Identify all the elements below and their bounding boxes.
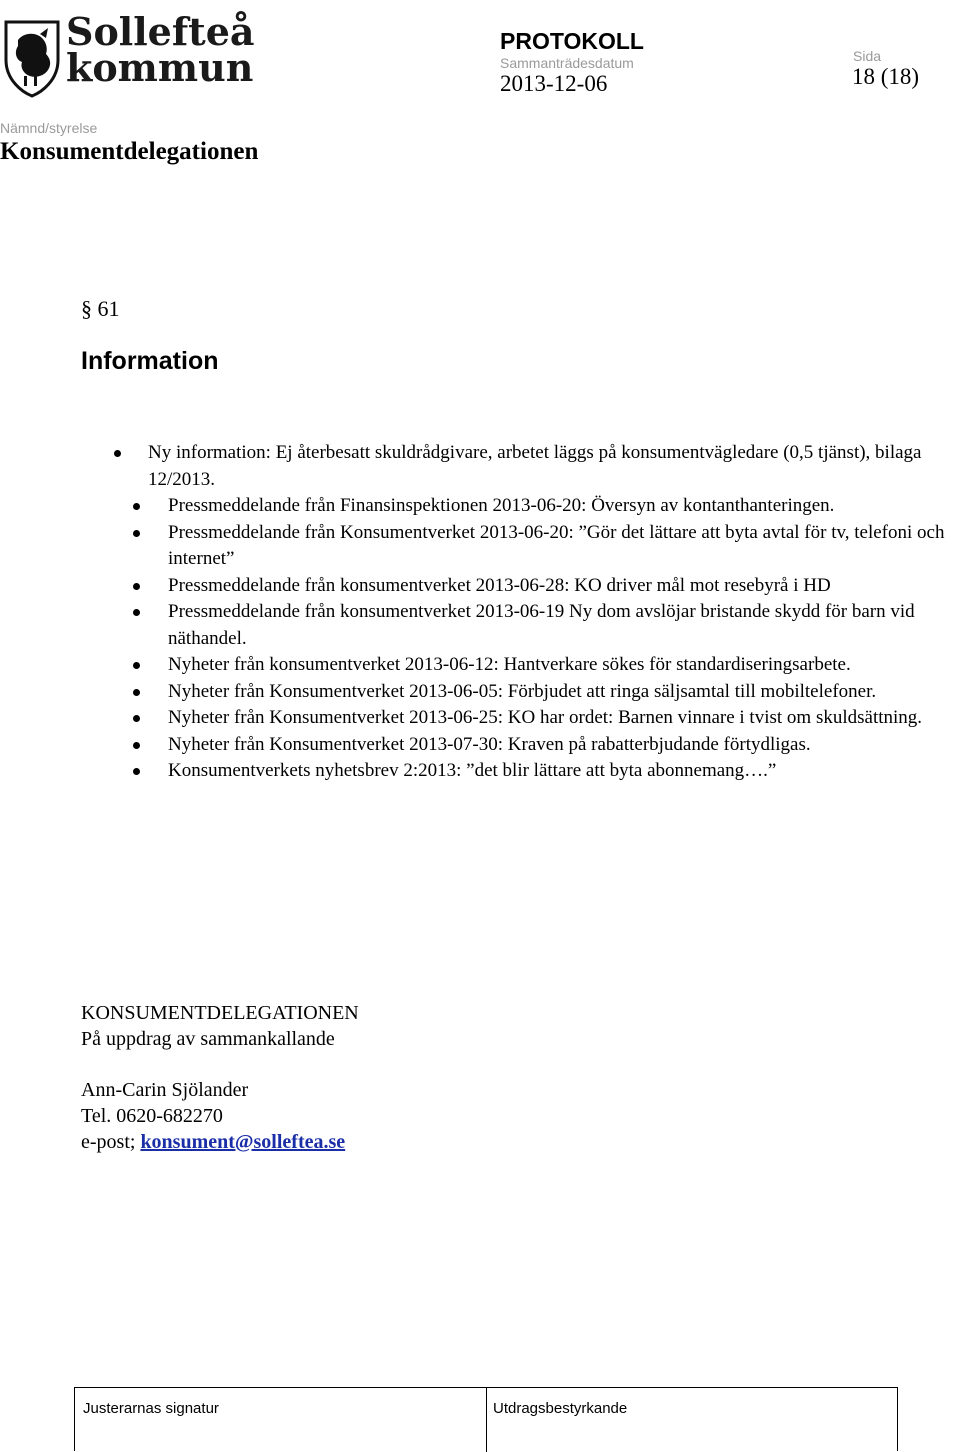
list-item-text: Pressmeddelande från Finansinspektionen 2013-06-20: Översyn av kontanthanteringen. bbox=[168, 495, 835, 516]
email-link[interactable]: konsument@solleftea.se bbox=[140, 1131, 346, 1153]
list-item-text: Pressmeddelande från Konsumentverket 2013-06-20: ”Gör det lättare att byta avtal för tv, telefoni och internet” bbox=[168, 521, 945, 569]
list-item-text: Ny information: Ej återbesatt skuldrådgivare, arbetet läggs på konsumentvägledare (0,5 tjänst), bilaga 12/2013. bbox=[148, 442, 922, 490]
page-label: Sida bbox=[853, 48, 882, 64]
list-item-text: Pressmeddelande från konsumentverket 2013-06-19 Ny dom avslöjar bristande skydd för barn vid näthandel. bbox=[168, 601, 915, 649]
bullet-icon bbox=[133, 768, 140, 775]
meeting-date: 2013-12-06 bbox=[500, 71, 608, 96]
list-item bbox=[0, 440, 960, 493]
bullet-icon bbox=[114, 450, 121, 457]
logo-line-2: kommun bbox=[66, 45, 254, 90]
footer-signature-table bbox=[74, 1387, 898, 1451]
list-item bbox=[0, 758, 960, 785]
list-item bbox=[0, 679, 960, 706]
signature-org: KONSUMENTDELEGATIONEN bbox=[81, 1002, 359, 1024]
list-item-text: Nyheter från Konsumentverket 2013-07-30: Kraven på rabatterbjudande förtydligas. bbox=[168, 733, 811, 755]
date-label: Sammanträdesdatum bbox=[500, 55, 634, 71]
paragraph-number: § 61 bbox=[81, 296, 120, 321]
list-item bbox=[0, 520, 960, 573]
list-item-text: Nyheter från Konsumentverket 2013-06-05: Förbjudet att ringa säljsamtal till mobiltelefoner. bbox=[168, 680, 877, 702]
signature-email-line bbox=[81, 1129, 359, 1155]
bullet-icon bbox=[133, 503, 140, 510]
list-item bbox=[0, 573, 960, 600]
footer-justerarnas-signatur: Justerarnas signatur bbox=[83, 1400, 219, 1417]
signature-block bbox=[81, 1000, 359, 1155]
footer-divider bbox=[486, 1388, 487, 1452]
body-label: Nämnd/styrelse bbox=[0, 120, 98, 136]
list-item bbox=[0, 599, 960, 652]
list-item bbox=[0, 705, 960, 732]
bullet-icon bbox=[133, 742, 140, 749]
list-item-text: Nyheter från konsumentverket 2013-06-12: Hantverkare sökes för standardiseringsarbete. bbox=[168, 654, 851, 675]
bullet-icon bbox=[133, 583, 140, 590]
municipality-name bbox=[66, 9, 255, 90]
page-number: 18 (18) bbox=[852, 64, 920, 89]
document-type: PROTOKOLL bbox=[500, 28, 644, 54]
list-item bbox=[0, 652, 960, 679]
bullet-icon bbox=[133, 662, 140, 669]
municipality-logo bbox=[0, 9, 260, 104]
list-item-text: Nyheter från Konsumentverket 2013-06-25: KO har ordet: Barnen vinnare i tvist om skuldsättning. bbox=[168, 707, 923, 728]
bullet-icon bbox=[133, 609, 140, 616]
bullet-icon bbox=[133, 689, 140, 696]
signature-name: Ann-Carin Sjölander bbox=[81, 1079, 249, 1101]
information-list bbox=[0, 440, 960, 785]
footer-utdragsbestyrkande: Utdragsbestyrkande bbox=[493, 1400, 628, 1417]
email-prefix: e-post; bbox=[81, 1131, 141, 1153]
logo-line-1: Sollefteå bbox=[66, 9, 255, 54]
list-item-text: Konsumentverkets nyhetsbrev 2:2013: ”det blir lättare att byta abonnemang….” bbox=[168, 760, 777, 781]
bullet-icon bbox=[133, 715, 140, 722]
signature-phone: Tel. 0620-682270 bbox=[81, 1105, 223, 1127]
coat-of-arms-icon bbox=[2, 18, 62, 98]
section-heading: Information bbox=[81, 347, 219, 375]
signature-on-behalf: På uppdrag av sammankallande bbox=[81, 1028, 335, 1050]
list-item bbox=[0, 493, 960, 520]
body-name: Konsumentdelegationen bbox=[0, 138, 259, 165]
list-item-text: Pressmeddelande från konsumentverket 2013-06-28: KO driver mål mot resebyrå i HD bbox=[168, 574, 831, 596]
bullet-icon bbox=[133, 530, 140, 537]
list-item bbox=[0, 732, 960, 759]
